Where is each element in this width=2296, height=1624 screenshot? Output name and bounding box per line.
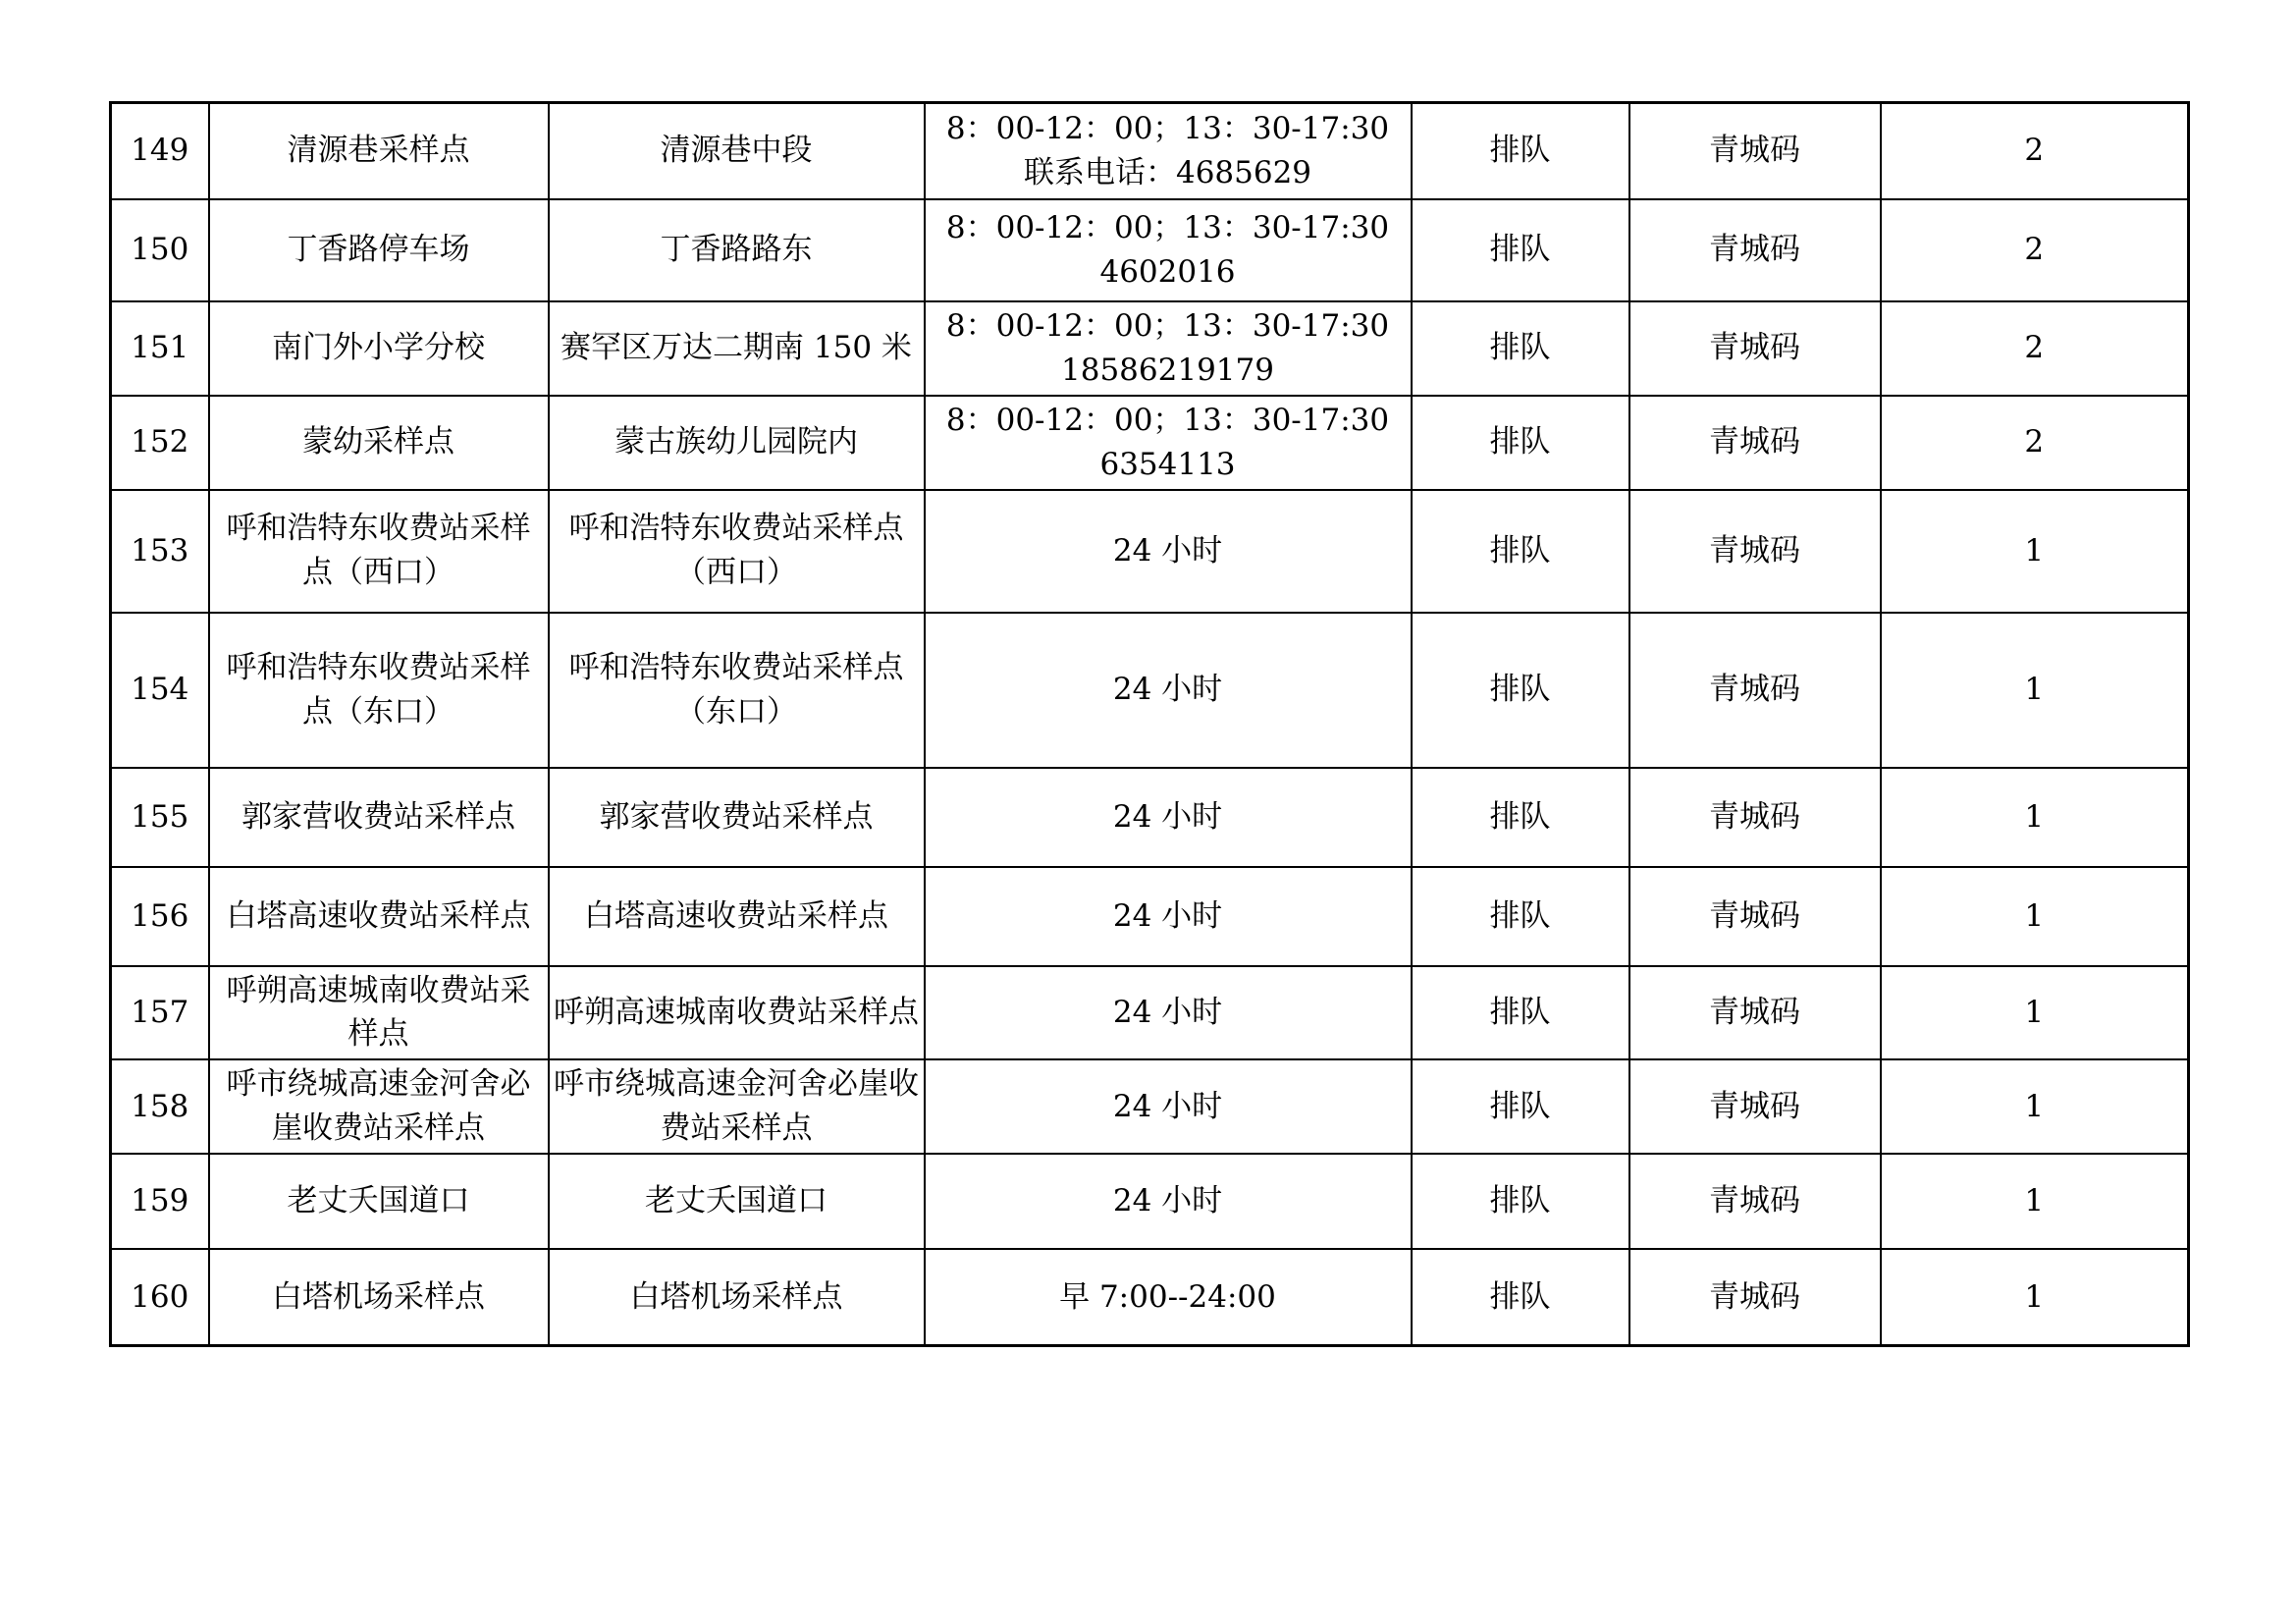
cell-code-type: 青城码 — [1629, 490, 1881, 613]
cell-site-name: 白塔高速收费站采样点 — [209, 867, 549, 966]
cell-site-name: 郭家营收费站采样点 — [209, 768, 549, 867]
cell-row-number: 158 — [111, 1059, 209, 1154]
cell-site-name: 呼和浩特东收费站采样点（西口） — [209, 490, 549, 613]
cell-hours — [925, 1249, 1412, 1345]
cell-code-type: 青城码 — [1629, 199, 1881, 301]
cell-location: 呼朔高速城南收费站采样点 — [549, 966, 925, 1060]
cell-row-number: 160 — [111, 1249, 209, 1345]
cell-hours — [925, 103, 1412, 199]
cell-row-number: 149 — [111, 103, 209, 199]
cell-hours — [925, 396, 1412, 490]
hours-line-1: 8：00-12：00；13：30-17:30 — [945, 110, 1390, 146]
table-row — [111, 613, 2189, 768]
cell-row-number: 152 — [111, 396, 209, 490]
cell-row-number: 159 — [111, 1154, 209, 1249]
hours-line-2: 18586219179 — [1061, 352, 1274, 388]
cell-queue-type: 排队 — [1412, 103, 1629, 199]
cell-location: 白塔机场采样点 — [549, 1249, 925, 1345]
cell-hours — [925, 1059, 1412, 1154]
cell-queue-type: 排队 — [1412, 396, 1629, 490]
cell-hours — [925, 301, 1412, 396]
table-row — [111, 966, 2189, 1060]
cell-site-name: 蒙幼采样点 — [209, 396, 549, 490]
cell-queue-type: 排队 — [1412, 768, 1629, 867]
cell-hours — [925, 613, 1412, 768]
cell-row-number: 154 — [111, 613, 209, 768]
cell-site-name: 呼和浩特东收费站采样点（东口） — [209, 613, 549, 768]
cell-location: 老丈夭国道口 — [549, 1154, 925, 1249]
cell-queue-type: 排队 — [1412, 199, 1629, 301]
table-row — [111, 103, 2189, 199]
cell-code-type: 青城码 — [1629, 1249, 1881, 1345]
hours-line-2: 6354113 — [1099, 446, 1236, 482]
cell-location: 清源巷中段 — [549, 103, 925, 199]
table-row — [111, 1154, 2189, 1249]
table-row — [111, 396, 2189, 490]
cell-site-name: 呼市绕城高速金河舍必崖收费站采样点 — [209, 1059, 549, 1154]
table-row — [111, 301, 2189, 396]
cell-site-name: 清源巷采样点 — [209, 103, 549, 199]
hours-line-1: 8：00-12：00；13：30-17:30 — [945, 209, 1390, 245]
cell-booth-count: 1 — [1881, 1059, 2189, 1154]
cell-hours — [925, 490, 1412, 613]
hours-line-1: 24 小时 — [1112, 798, 1223, 835]
hours-line-1: 早 7:00--24:00 — [1059, 1278, 1276, 1315]
sampling-points-table — [109, 101, 2190, 1347]
cell-site-name: 白塔机场采样点 — [209, 1249, 549, 1345]
cell-location: 白塔高速收费站采样点 — [549, 867, 925, 966]
cell-booth-count: 1 — [1881, 867, 2189, 966]
table-row — [111, 768, 2189, 867]
cell-booth-count: 1 — [1881, 966, 2189, 1060]
cell-site-name: 丁香路停车场 — [209, 199, 549, 301]
hours-line-2: 4602016 — [1099, 253, 1236, 290]
cell-location: 丁香路路东 — [549, 199, 925, 301]
cell-code-type: 青城码 — [1629, 301, 1881, 396]
cell-site-name: 老丈夭国道口 — [209, 1154, 549, 1249]
cell-code-type: 青城码 — [1629, 867, 1881, 966]
cell-hours — [925, 867, 1412, 966]
cell-code-type: 青城码 — [1629, 103, 1881, 199]
cell-booth-count: 1 — [1881, 768, 2189, 867]
hours-line-1: 24 小时 — [1112, 532, 1223, 568]
cell-booth-count: 1 — [1881, 1249, 2189, 1345]
cell-hours — [925, 966, 1412, 1060]
cell-queue-type: 排队 — [1412, 966, 1629, 1060]
cell-queue-type: 排队 — [1412, 1154, 1629, 1249]
cell-location: 郭家营收费站采样点 — [549, 768, 925, 867]
hours-line-2: 联系电话：4685629 — [1023, 154, 1312, 190]
cell-row-number: 151 — [111, 301, 209, 396]
hours-line-1: 8：00-12：00；13：30-17:30 — [945, 402, 1390, 438]
cell-site-name: 呼朔高速城南收费站采样点 — [209, 966, 549, 1060]
hours-line-1: 8：00-12：00；13：30-17:30 — [945, 307, 1390, 344]
cell-queue-type: 排队 — [1412, 613, 1629, 768]
cell-queue-type: 排队 — [1412, 867, 1629, 966]
cell-queue-type: 排队 — [1412, 1249, 1629, 1345]
table-row — [111, 867, 2189, 966]
table-row — [111, 1249, 2189, 1345]
cell-row-number: 157 — [111, 966, 209, 1060]
hours-line-1: 24 小时 — [1112, 994, 1223, 1030]
cell-booth-count: 2 — [1881, 199, 2189, 301]
cell-hours — [925, 1154, 1412, 1249]
table-row — [111, 1059, 2189, 1154]
cell-location: 呼和浩特东收费站采样点（东口） — [549, 613, 925, 768]
cell-site-name: 南门外小学分校 — [209, 301, 549, 396]
cell-code-type: 青城码 — [1629, 768, 1881, 867]
cell-code-type: 青城码 — [1629, 613, 1881, 768]
cell-code-type: 青城码 — [1629, 1154, 1881, 1249]
cell-location: 呼市绕城高速金河舍必崖收费站采样点 — [549, 1059, 925, 1154]
cell-location: 蒙古族幼儿园院内 — [549, 396, 925, 490]
cell-booth-count: 2 — [1881, 396, 2189, 490]
cell-hours — [925, 768, 1412, 867]
cell-queue-type: 排队 — [1412, 1059, 1629, 1154]
cell-location: 呼和浩特东收费站采样点（西口） — [549, 490, 925, 613]
cell-row-number: 156 — [111, 867, 209, 966]
cell-code-type: 青城码 — [1629, 1059, 1881, 1154]
cell-row-number: 150 — [111, 199, 209, 301]
cell-booth-count: 1 — [1881, 1154, 2189, 1249]
cell-code-type: 青城码 — [1629, 966, 1881, 1060]
cell-booth-count: 1 — [1881, 490, 2189, 613]
hours-line-1: 24 小时 — [1112, 897, 1223, 934]
cell-code-type: 青城码 — [1629, 396, 1881, 490]
cell-location: 赛罕区万达二期南 150 米 — [549, 301, 925, 396]
table-row — [111, 490, 2189, 613]
hours-line-1: 24 小时 — [1112, 672, 1223, 708]
cell-booth-count: 1 — [1881, 613, 2189, 768]
cell-booth-count: 2 — [1881, 103, 2189, 199]
cell-hours — [925, 199, 1412, 301]
cell-booth-count: 2 — [1881, 301, 2189, 396]
cell-queue-type: 排队 — [1412, 490, 1629, 613]
table-row — [111, 199, 2189, 301]
cell-row-number: 153 — [111, 490, 209, 613]
hours-line-1: 24 小时 — [1112, 1088, 1223, 1124]
cell-queue-type: 排队 — [1412, 301, 1629, 396]
hours-line-1: 24 小时 — [1112, 1183, 1223, 1219]
cell-row-number: 155 — [111, 768, 209, 867]
